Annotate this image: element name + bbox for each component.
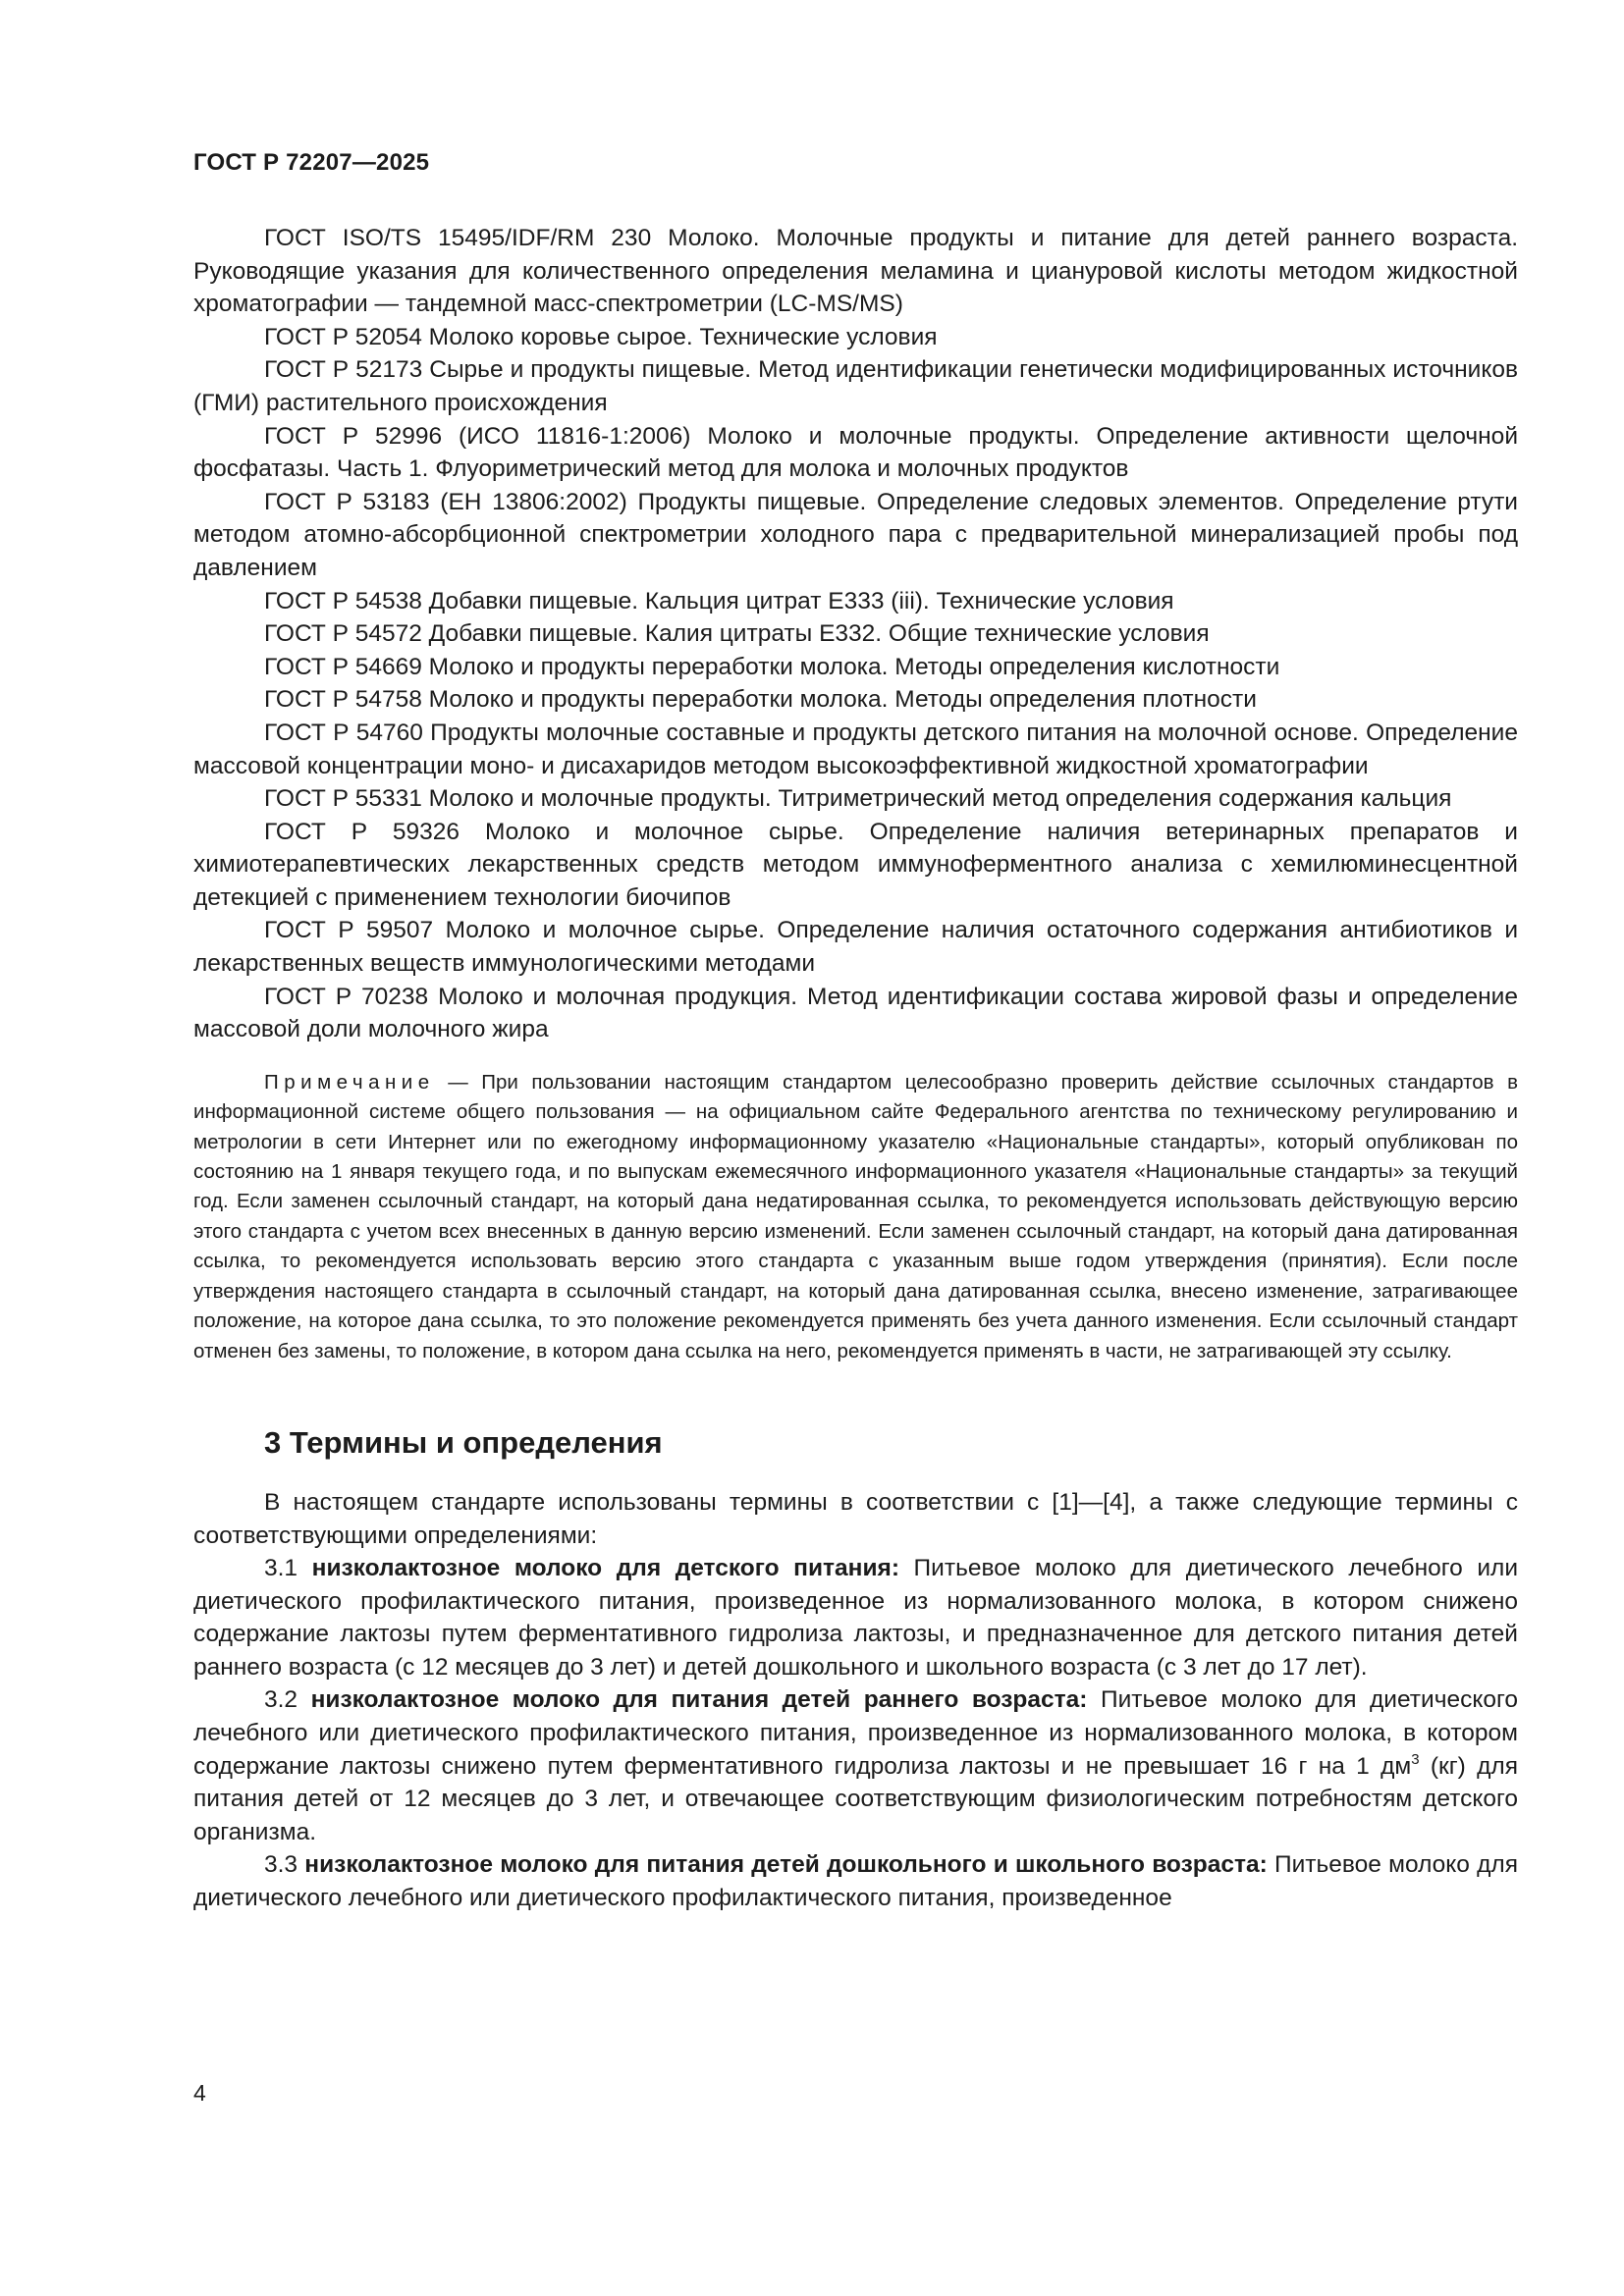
page-number: 4 <box>193 2080 206 2106</box>
reference-item: ГОСТ Р 54572 Добавки пищевые. Калия цитраты Е332. Общие технические условия <box>264 620 1210 648</box>
section-title: 3 Термины и определения <box>264 1424 663 1460</box>
reference-item: ГОСТ Р 59326 Молоко и молочное сырье. Определение наличия ветеринарных препаратов и химиотерапевтических лекарственных средств методом иммуноферментного анализа с хемилюминесцентной детекцией с применением технологии биочипов <box>193 818 1518 911</box>
reference-item: ГОСТ Р 54760 Продукты молочные составные и продукты детского питания на молочной основе. Определение массовой концентрации моно- и дисахаридов методом высокоэффективной жидкостной хроматографии <box>193 719 1518 779</box>
term-entry <box>193 1683 1518 1848</box>
reference-item: ГОСТ Р 52054 Молоко коровье сырое. Технические условия <box>264 323 938 350</box>
reference-item: ГОСТ ISO/TS 15495/IDF/RM 230 Молоко. Молочные продукты и питание для детей раннего возраста. Руководящие указания для количественного определения меламина и циануровой кислоты методом жидкостной хроматографии — тандемной масс-спектрометрии (LC-MS/MS) <box>193 225 1518 318</box>
note-text: — При пользовании настоящим стандартом целесообразно проверить действие ссылочных стандартов в информационной системе общего пользования — на официальном сайте Федерального агентства по техническому регулированию и метрологии в сети Интернет или по ежегодному информационному указателю «Национальные стандарты», который опубликован по состоянию на 1 января текущего года, и по выпускам ежемесячного информационного указателя «Национальные стандарты» за текущий год. Если заменен ссылочный стандарт, на который дана недатированная ссылка, то рекомендуется использовать действующую версию этого стандарта с учетом всех внесенных в данную версию изменений. Если заменен ссылочный стандарт, на который дана датированная ссылка, то рекомендуется использовать версию этого стандарта с указанным выше годом утверждения (принятия). Если после утверждения настоящего стандарта в ссылочный стандарт, на который дана датированная ссылка, внесено изменение, затрагивающее положение, на которое дана ссылка, то это положение рекомендуется применять без учета данного изменения. Если ссылочный стандарт отменен без замены, то положение, в котором дана ссылка на него, рекомендуется применять в части, не затрагивающей эту ссылку. <box>193 1070 1518 1362</box>
reference-item: ГОСТ Р 52996 (ИСО 11816-1:2006) Молоко и молочные продукты. Определение активности щелочной фосфатазы. Часть 1. Флуориметрический метод для молока и молочных продуктов <box>193 422 1518 483</box>
term-entry <box>193 1848 1518 1914</box>
note-paragraph <box>193 1068 1518 1366</box>
term-name: низколактозное молоко для питания детей дошкольного и школьного возраста: <box>304 1851 1268 1879</box>
term-name: низколактозное молоко для питания детей раннего возраста: <box>310 1686 1088 1714</box>
note-label: Примечание <box>264 1070 435 1094</box>
term-definition: Питьевое молоко для диетического лечебного или диетического профилактического питания, произведенное из нормализованного молока, в котором содержание лактозы снижено путем ферментативного гидролиза лактозы и не превышает 16 г на 1 дм <box>193 1686 1518 1780</box>
document-header-code: ГОСТ Р 72207—2025 <box>193 149 430 176</box>
reference-item: ГОСТ Р 52173 Сырье и продукты пищевые. Метод идентификации генетически модифицированных источников (ГМИ) растительного происхождения <box>193 356 1518 416</box>
term-definition-continued: (кг) для питания детей от 12 месяцев до 3 лет, и отвечающее соответствующим физиологическим потребностям детского организма. <box>193 1752 1518 1845</box>
term-number: 3.3 <box>264 1851 305 1879</box>
reference-item: ГОСТ Р 59507 Молоко и молочное сырье. Определение наличия остаточного содержания антибиотиков и лекарственных веществ иммунологическими методами <box>193 917 1518 978</box>
term-definition: Питьевое молоко для диетического лечебного или диетического профилактического питания, произведенное из нормализованного молока, в котором снижено содержание лактозы путем ферментативного гидролиза лактозы, и предназначенное для детского питания детей раннего возраста (с 12 месяцев до 3 лет) и детей дошкольного и школьного возраста (с 3 лет до 17 лет). <box>193 1555 1518 1681</box>
reference-item: ГОСТ Р 53183 (ЕН 13806:2002) Продукты пищевые. Определение следовых элементов. Определение ртути методом атомно-абсорбционной спектрометрии холодного пара с предварительной минерализацией пробы под давлением <box>193 488 1518 581</box>
section-intro: В настоящем стандарте использованы термины в соответствии с [1]—[4], а также следующие термины с соответствующими определениями: <box>193 1488 1518 1549</box>
page-content <box>193 222 1518 1915</box>
superscript: 3 <box>1411 1750 1420 1768</box>
reference-item: ГОСТ Р 54758 Молоко и продукты переработки молока. Методы определения плотности <box>264 686 1257 714</box>
term-number: 3.2 <box>264 1686 311 1714</box>
references-list <box>193 222 1518 1046</box>
term-name: низколактозное молоко для детского питания: <box>311 1555 899 1582</box>
reference-item: ГОСТ Р 54669 Молоко и продукты переработки молока. Методы определения кислотности <box>264 653 1280 680</box>
term-number: 3.1 <box>264 1555 312 1582</box>
reference-item: ГОСТ Р 54538 Добавки пищевые. Кальция цитрат Е333 (iii). Технические условия <box>264 587 1174 614</box>
term-definition: Питьевое молоко для диетического лечебного или диетического профилактического питания, произведенное <box>193 1851 1518 1912</box>
term-entry <box>193 1552 1518 1683</box>
reference-item: ГОСТ Р 55331 Молоко и молочные продукты. Титриметрический метод определения содержания кальция <box>264 785 1452 813</box>
reference-item: ГОСТ Р 70238 Молоко и молочная продукция. Метод идентификации состава жировой фазы и определение массовой доли молочного жира <box>193 983 1518 1043</box>
